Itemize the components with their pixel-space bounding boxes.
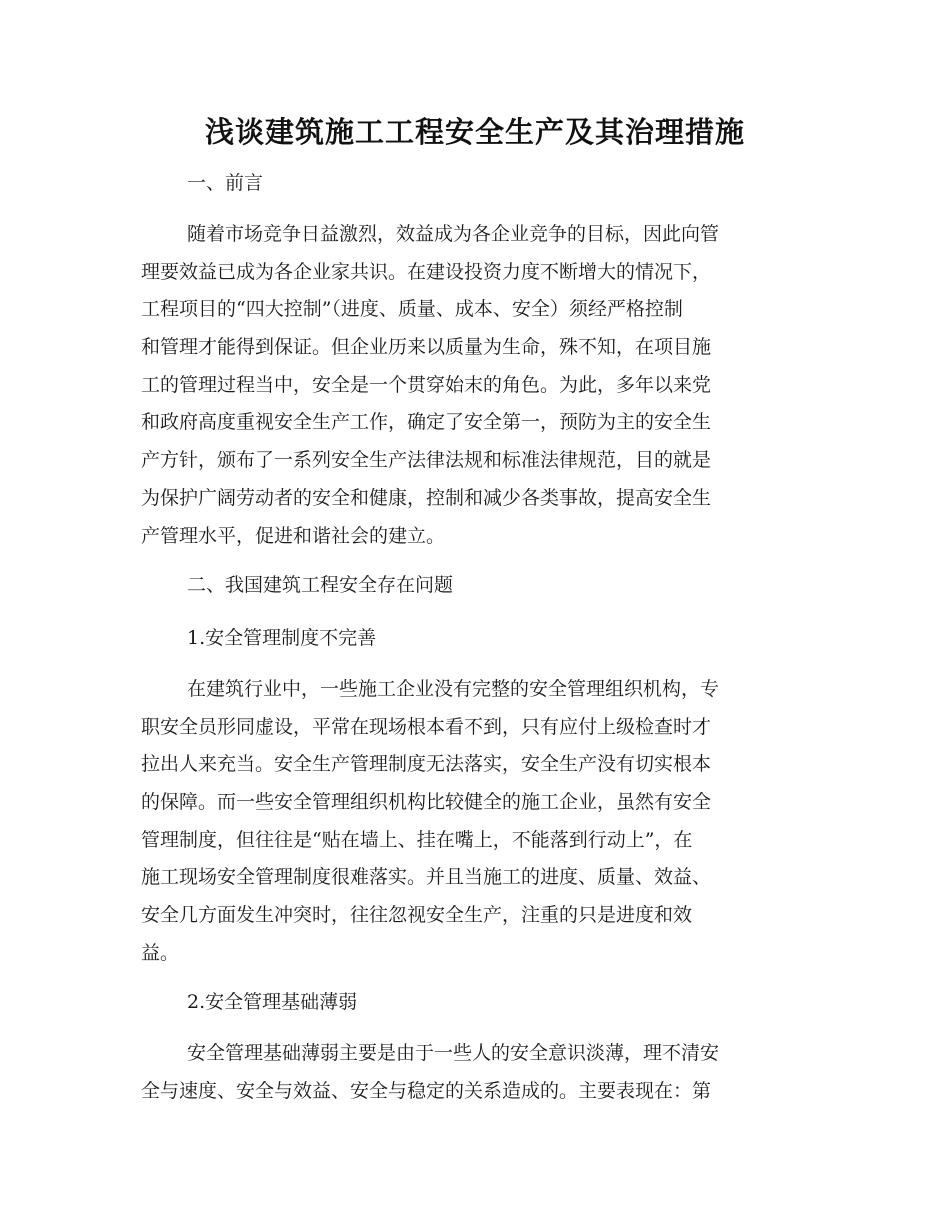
paragraph-line: 拉出人来充当。安全生产管理制度无法落实，安全生产没有切实根本: [141, 753, 712, 776]
paragraph-line: 为保护广阔劳动者的安全和健康，控制和减少各类事故，提高安全生: [141, 486, 712, 509]
section-heading-problems: 二、我国建筑工程安全存在问题: [187, 574, 454, 596]
paragraph-line: 全与速度、安全与效益、安全与稳定的关系造成的。主要表现在：第: [141, 1079, 712, 1102]
paragraph-subsection-2: [141, 1035, 791, 1110]
subsection-heading-1: 1.安全管理制度不完善: [187, 627, 377, 649]
paragraph-line: 职安全员形同虚设，平常在现场根本看不到，只有应付上级检查时才: [141, 715, 712, 738]
paragraph-line: 安全管理基础薄弱主要是由于一些人的安全意识淡薄，理不清安: [187, 1042, 720, 1064]
paragraph-line: 的保障。而一些安全管理组织机构比较健全的施工企业，虽然有安全: [141, 791, 712, 814]
paragraph-line: 理要效益已成为各企业家共识。在建设投资力度不断增大的情况下，: [141, 260, 712, 283]
paragraph-line: 在建筑行业中，一些施工企业没有完整的安全管理组织机构，专: [187, 678, 720, 700]
subsection-heading-2: 2.安全管理基础薄弱: [187, 991, 358, 1013]
paragraph-line: 工的管理过程当中，安全是一个贯穿始末的角色。为此，多年以来党: [141, 373, 712, 396]
document-title: 浅谈建筑施工工程安全生产及其治理措施: [204, 115, 745, 149]
paragraph-line: 管理制度，但往往是“贴在墙上、挂在嘴上，不能落到行动上”，在: [141, 828, 693, 851]
paragraph-line: 工程项目的“四大控制”（进度、质量、成本、安全）须经严格控制: [141, 298, 683, 321]
paragraph-line: 产方针，颁布了一系列安全生产法律法规和标准法律规范，目的就是: [141, 449, 712, 472]
section-heading-preface: 一、前言: [187, 172, 264, 194]
paragraph-line: 和政府高度重视安全生产工作，确定了安全第一，预防为主的安全生: [141, 411, 712, 434]
paragraph-subsection-1: [141, 671, 791, 973]
paragraph-line: 随着市场竞争日益激烈，效益成为各企业竞争的目标，因此向管: [187, 223, 720, 245]
paragraph-line: 益。: [141, 941, 180, 964]
paragraph-line: 安全几方面发生冲突时，往往忽视安全生产，注重的只是进度和效: [141, 904, 693, 927]
paragraph-line: 施工现场安全管理制度很难落实。并且当施工的进度、质量、效益、: [141, 866, 712, 889]
paragraph-line: 和管理才能得到保证。但企业历来以质量为生命，殊不知，在项目施: [141, 336, 712, 359]
paragraph-preface: [141, 216, 791, 555]
paragraph-line: 产管理水平，促进和谐社会的建立。: [141, 524, 446, 547]
